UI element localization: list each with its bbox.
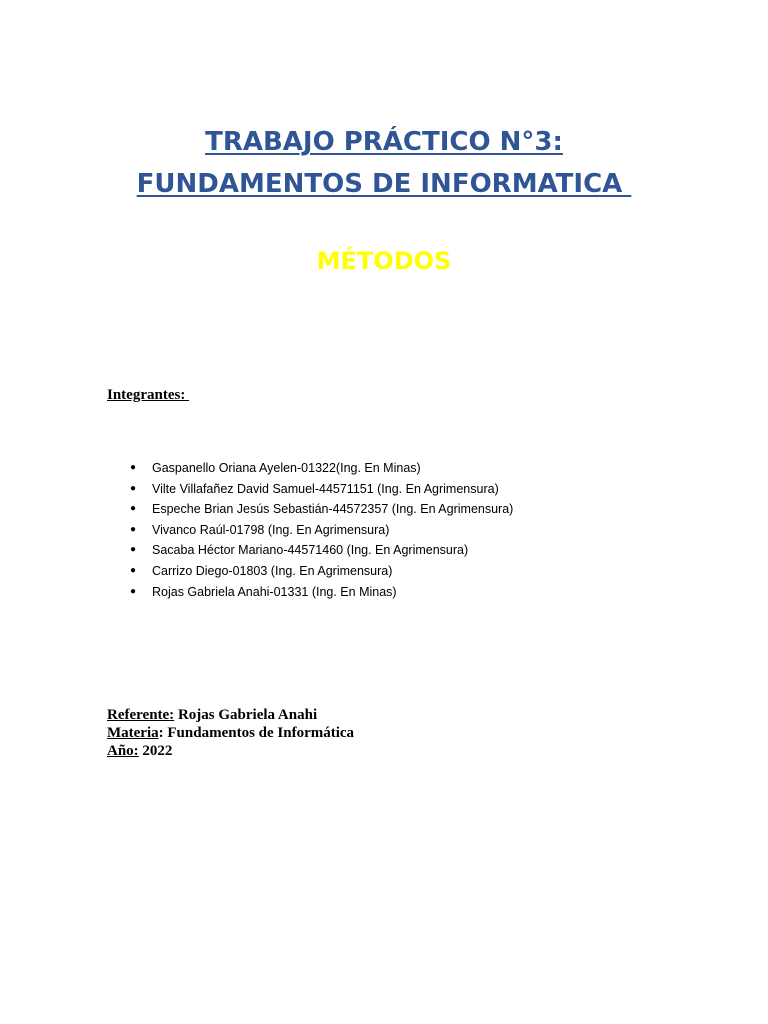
anio-row: [107, 742, 354, 760]
bullet-icon: ●: [130, 503, 137, 515]
document-meta: [107, 706, 354, 760]
member-name: Espeche Brian Jesús Sebastián-44572357 (Ing. En Agrimensura): [152, 502, 514, 517]
anio-label: Año:: [107, 743, 139, 759]
member-name: Rojas Gabriela Anahi-01331 (Ing. En Minas): [152, 584, 397, 599]
document-title-line-1: TRABAJO PRÁCTICO N°3:: [205, 127, 563, 157]
member-name: Gaspanello Oriana Ayelen-01322(Ing. En Minas): [152, 461, 421, 475]
referente-value: Rojas Gabriela Anahi: [174, 707, 318, 723]
member-name: Carrizo Diego-01803 (Ing. En Agrimensura): [152, 563, 393, 578]
bullet-icon: ●: [130, 523, 137, 535]
member-item: [130, 458, 513, 479]
document-title-line-2: FUNDAMENTOS DE INFORMATICA: [136, 169, 632, 199]
materia-row: [107, 724, 354, 742]
bullet-icon: ●: [130, 585, 137, 597]
members-heading: Integrantes:: [107, 387, 190, 403]
anio-value: 2022: [138, 743, 173, 759]
bullet-icon: ●: [130, 482, 137, 494]
document-subtitle: MÉTODOS: [316, 247, 452, 275]
bullet-icon: ●: [130, 564, 137, 576]
member-item: [130, 479, 513, 500]
member-item: [130, 499, 514, 520]
member-name: Sacaba Héctor Mariano-44571460 (Ing. En Agrimensura): [152, 543, 469, 558]
member-item: [130, 520, 513, 541]
materia-label: Materia: [107, 725, 159, 741]
members-list: [130, 458, 514, 602]
member-item: [130, 582, 513, 603]
member-name: Vivanco Raúl-01798 (Ing. En Agrimensura): [152, 522, 390, 537]
member-name: Vilte Villafañez David Samuel-44571151 (Ing. En Agrimensura): [152, 481, 499, 496]
referente-row: [107, 706, 354, 724]
member-item: [130, 540, 513, 561]
bullet-icon: ●: [130, 544, 137, 556]
bullet-icon: ●: [130, 462, 137, 473]
materia-value: : Fundamentos de Informática: [158, 725, 355, 741]
member-item: [130, 561, 513, 582]
referente-label: Referente:: [107, 707, 175, 723]
